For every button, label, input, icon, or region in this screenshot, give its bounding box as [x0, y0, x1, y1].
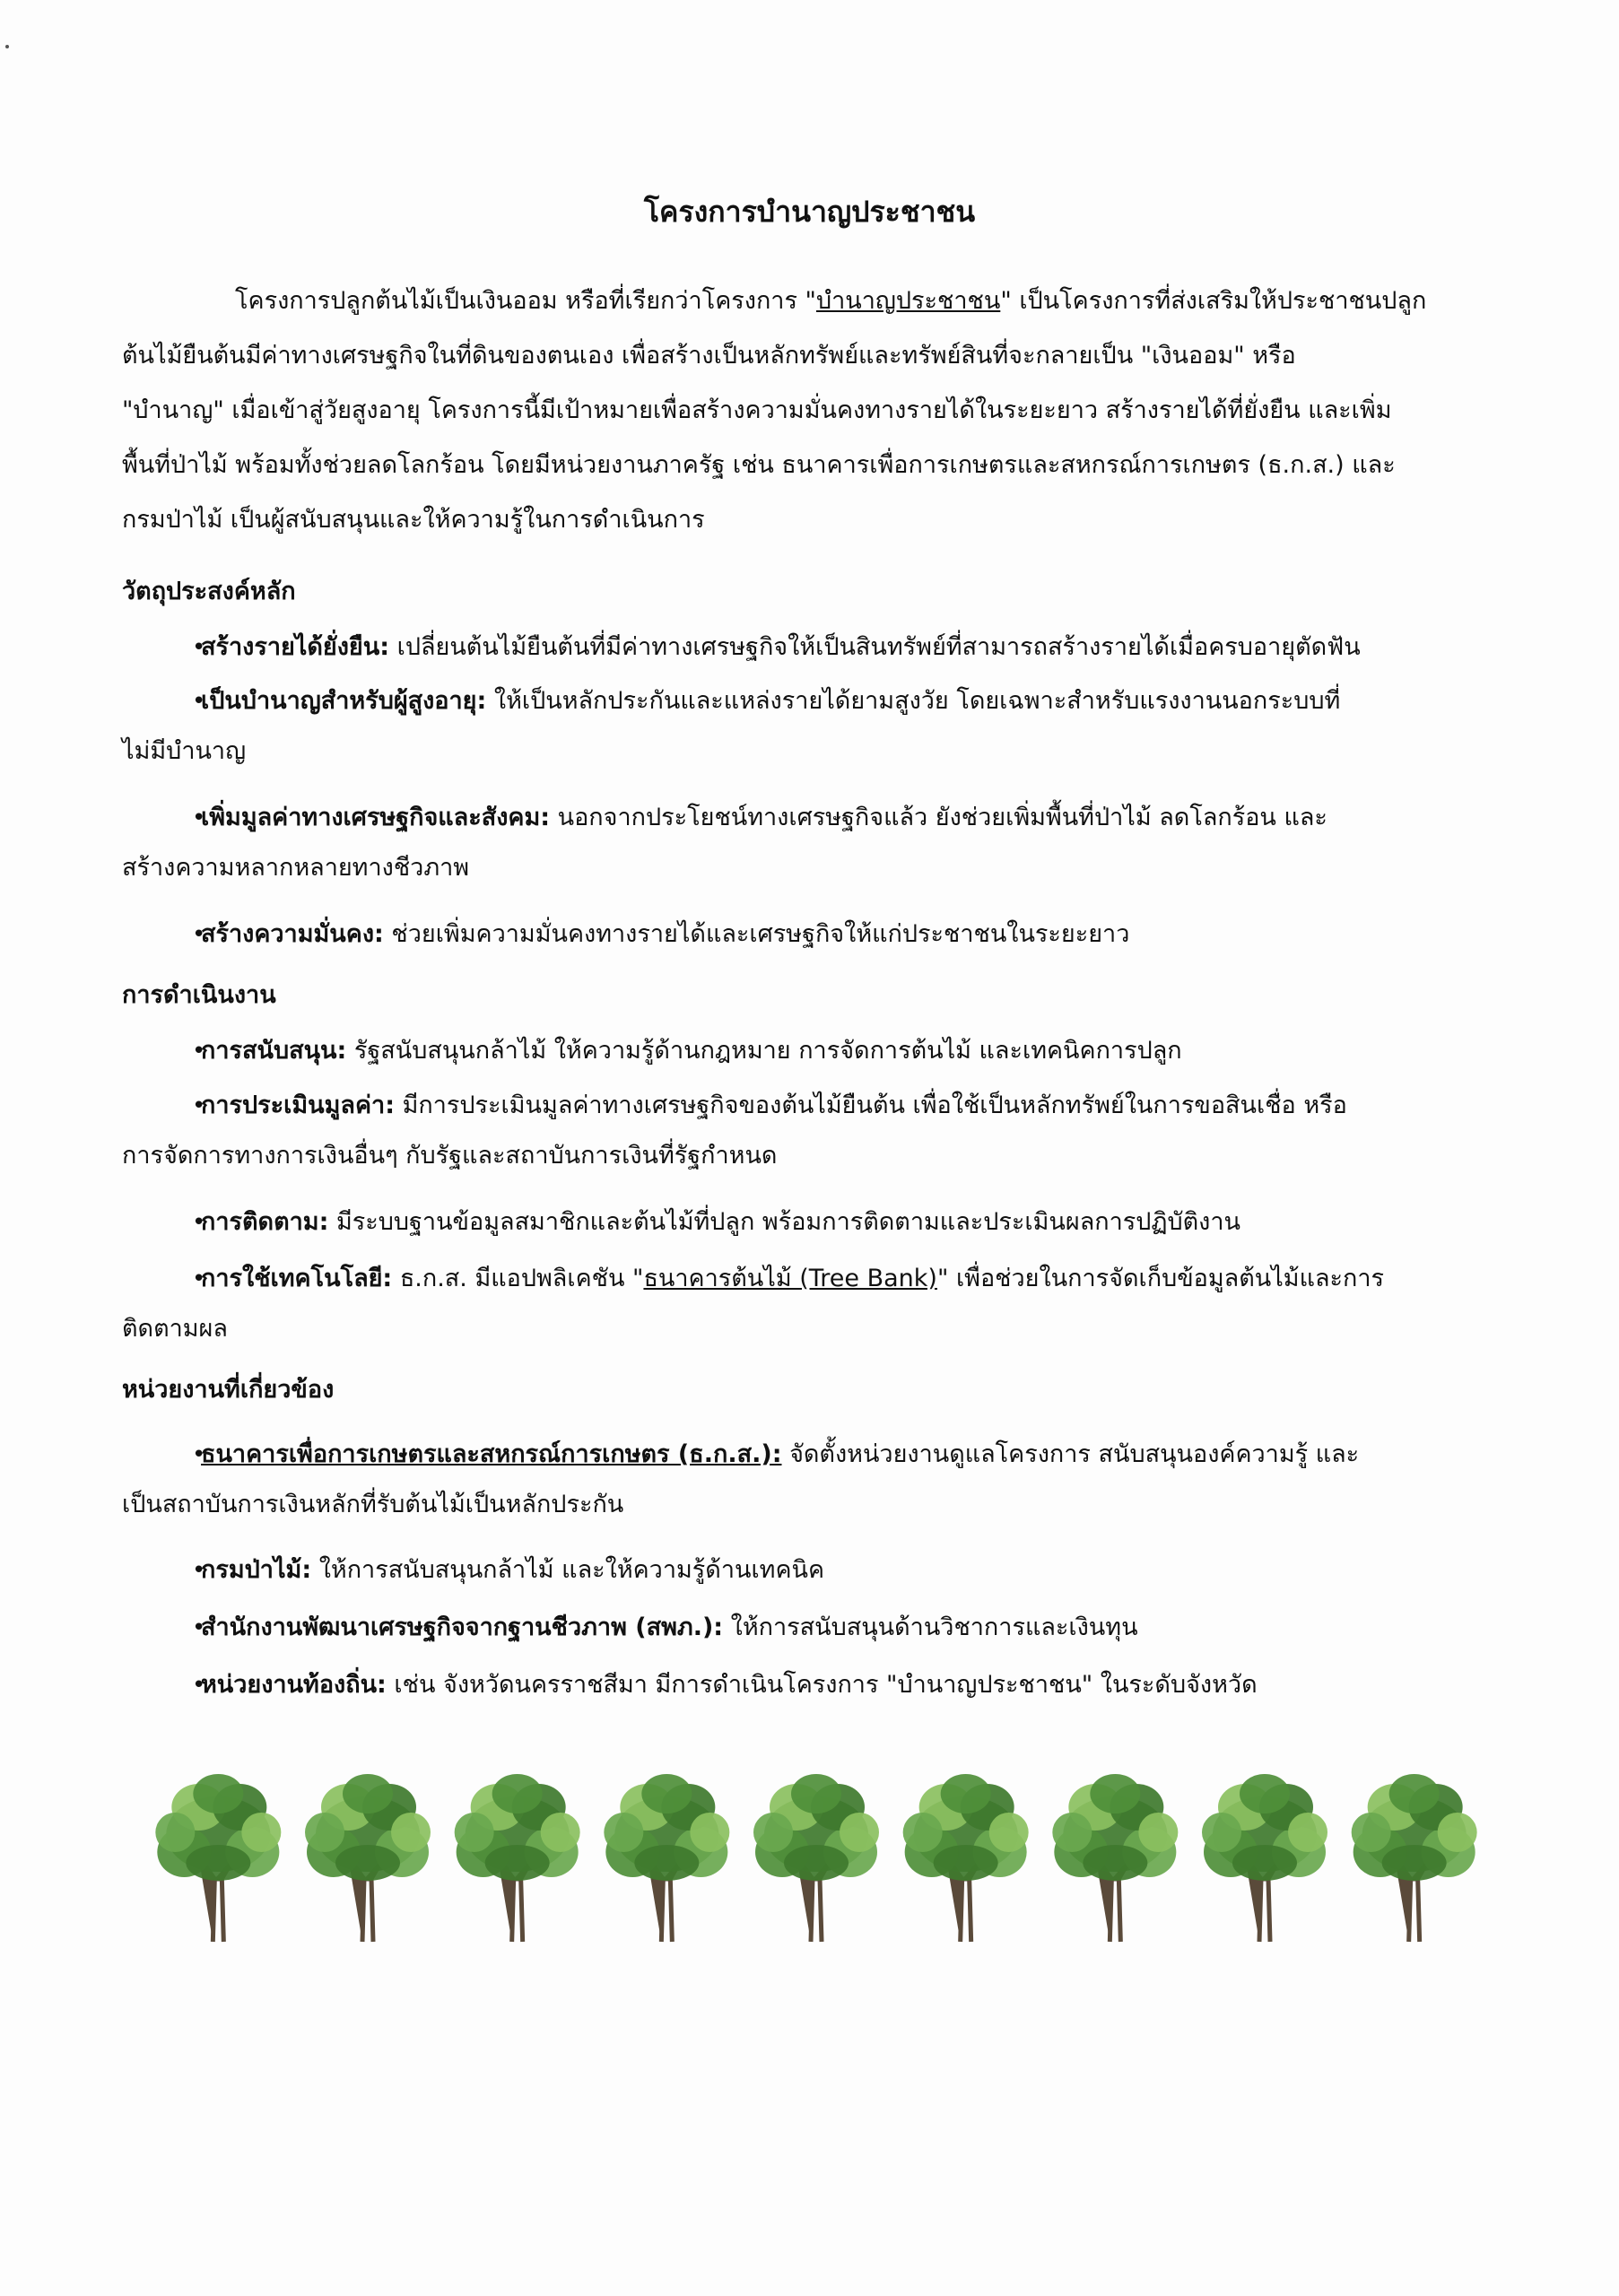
operations-heading: การดำเนินงาน: [122, 981, 276, 1009]
tree-icon: [155, 1774, 281, 1942]
list-item: • กรมป่าไม้: ให้การสนับสนุนกล้าไม้ และให้ความรู้ด้านเทคนิค: [122, 1545, 1539, 1596]
list-item: • เป็นบำนาญสำหรับผู้สูงอายุ: ให้เป็นหลักประกันและแหล่งรายได้ยามสูงวัย โดยเฉพาะสำหรับแรงงานนอกระบบที่ ไม่มีบำนาญ: [122, 676, 1539, 777]
tree-icon: [1052, 1774, 1178, 1942]
list-item: • การสนับสนุน: รัฐสนับสนุนกล้าไม้ ให้ความรู้ด้านกฎหมาย การจัดการต้นไม้ และเทคนิคการปลูก: [122, 1026, 1539, 1076]
list-item: • สร้างความมั่นคง: ช่วยเพิ่มความมั่นคงทางรายได้และเศรษฐกิจให้แก่ประชาชนในระยะยาว: [122, 909, 1539, 960]
list-item: • การประเมินมูลค่า: มีการประเมินมูลค่าทางเศรษฐกิจของต้นไม้ยืนต้น เพื่อใช้เป็นหลักทรัพย์ในการขอสินเชื่อ หรือ การจัดการทางการเงินอื่นๆ กับรัฐและสถาบันการเงินที่รัฐกำหนด: [122, 1081, 1539, 1181]
objectives-heading: วัตถุประสงค์หลัก: [122, 578, 296, 605]
intro-line-1: โครงการปลูกต้นไม้เป็นเงินออม หรือที่เรียกว่าโครงการ "บำนาญประชาชน" เป็นโครงการที่ส่งเสริมให้ประชาชนปลูก: [235, 287, 1427, 315]
tree-bank-link[interactable]: ธนาคารต้นไม้ (Tree Bank): [643, 1265, 937, 1292]
intro-paragraph: [122, 274, 1539, 547]
tree-icon: [753, 1774, 879, 1942]
tree-icon: [903, 1774, 1029, 1942]
list-item: • หน่วยงานท้องถิ่น: เช่น จังหวัดนครราชสีมา มีการดำเนินโครงการ "บำนาญประชาชน" ในระดับจังหวัด: [122, 1660, 1539, 1710]
tree-row: [144, 1771, 1489, 1951]
agencies-heading: หน่วยงานที่เกี่ยวข้อง: [122, 1376, 335, 1404]
list-item: • การใช้เทคโนโลยี: ธ.ก.ส. มีแอปพลิเคชัน "ธนาคารต้นไม้ (Tree Bank)" เพื่อช่วยในการจัดเก็บข้อมูลต้นไม้และการ ติดตามผล: [122, 1254, 1539, 1354]
baac-link[interactable]: ธนาคารเพื่อการเกษตรและสหกรณ์การเกษตร (ธ.ก.ส.):: [201, 1440, 782, 1468]
tree-icon: [305, 1774, 431, 1942]
tree-icon: [1202, 1774, 1327, 1942]
tree-icon: [1352, 1774, 1477, 1942]
list-item: • ธนาคารเพื่อการเกษตรและสหกรณ์การเกษตร (ธ.ก.ส.): จัดตั้งหน่วยงานดูแลโครงการ สนับสนุนองค์ความรู้ และ เป็นสถาบันการเงินหลักที่รับต้นไม้เป็นหลักประกัน: [122, 1430, 1539, 1530]
tree-icon: [604, 1774, 729, 1942]
scan-speck: [5, 45, 9, 48]
project-link[interactable]: บำนาญประชาชน: [815, 287, 1001, 315]
list-item: • สร้างรายได้ยั่งยืน: เปลี่ยนต้นไม้ยืนต้นที่มีค่าทางเศรษฐกิจให้เป็นสินทรัพย์ที่สามารถสร้างรายได้เมื่อครบอายุตัดฟัน: [122, 622, 1539, 673]
intro-line-4: พื้นที่ป่าไม้ พร้อมทั้งช่วยลดโลกร้อน โดยมีหน่วยงานภาครัฐ เช่น ธนาคารเพื่อการเกษตรและสหกรณ์การเกษตร (ธ.ก.ส.) และ: [122, 451, 1396, 479]
list-item: • สำนักงานพัฒนาเศรษฐกิจจากฐานชีวภาพ (สพภ.): ให้การสนับสนุนด้านวิชาการและเงินทุน: [122, 1603, 1539, 1653]
intro-line-2: ต้นไม้ยืนต้นมีค่าทางเศรษฐกิจในที่ดินของตนเอง เพื่อสร้างเป็นหลักทรัพย์และทรัพย์สินที่จะกลายเป็น "เงินออม" หรือ: [122, 342, 1296, 370]
tree-icon: [455, 1774, 580, 1942]
intro-line-3: "บำนาญ" เมื่อเข้าสู่วัยสูงอายุ โครงการนี้มีเป้าหมายเพื่อสร้างความมั่นคงทางรายได้ในระยะยาว สร้างรายได้ที่ยั่งยืน และเพิ่ม: [122, 396, 1392, 424]
list-item: • การติดตาม: มีระบบฐานข้อมูลสมาชิกและต้นไม้ที่ปลูก พร้อมการติดตามและประเมินผลการปฏิบัติงาน: [122, 1197, 1539, 1248]
intro-line-5: กรมป่าไม้ เป็นผู้สนับสนุนและให้ความรู้ในการดำเนินการ: [122, 506, 705, 534]
document-title: โครงการบำนาญประชาชน: [643, 195, 976, 229]
list-item: • เพิ่มมูลค่าทางเศรษฐกิจและสังคม: นอกจากประโยชน์ทางเศรษฐกิจแล้ว ยังช่วยเพิ่มพื้นที่ป่าไม้ ลดโลกร้อน และ สร้างความหลากหลายทางชีวภาพ: [122, 793, 1539, 893]
